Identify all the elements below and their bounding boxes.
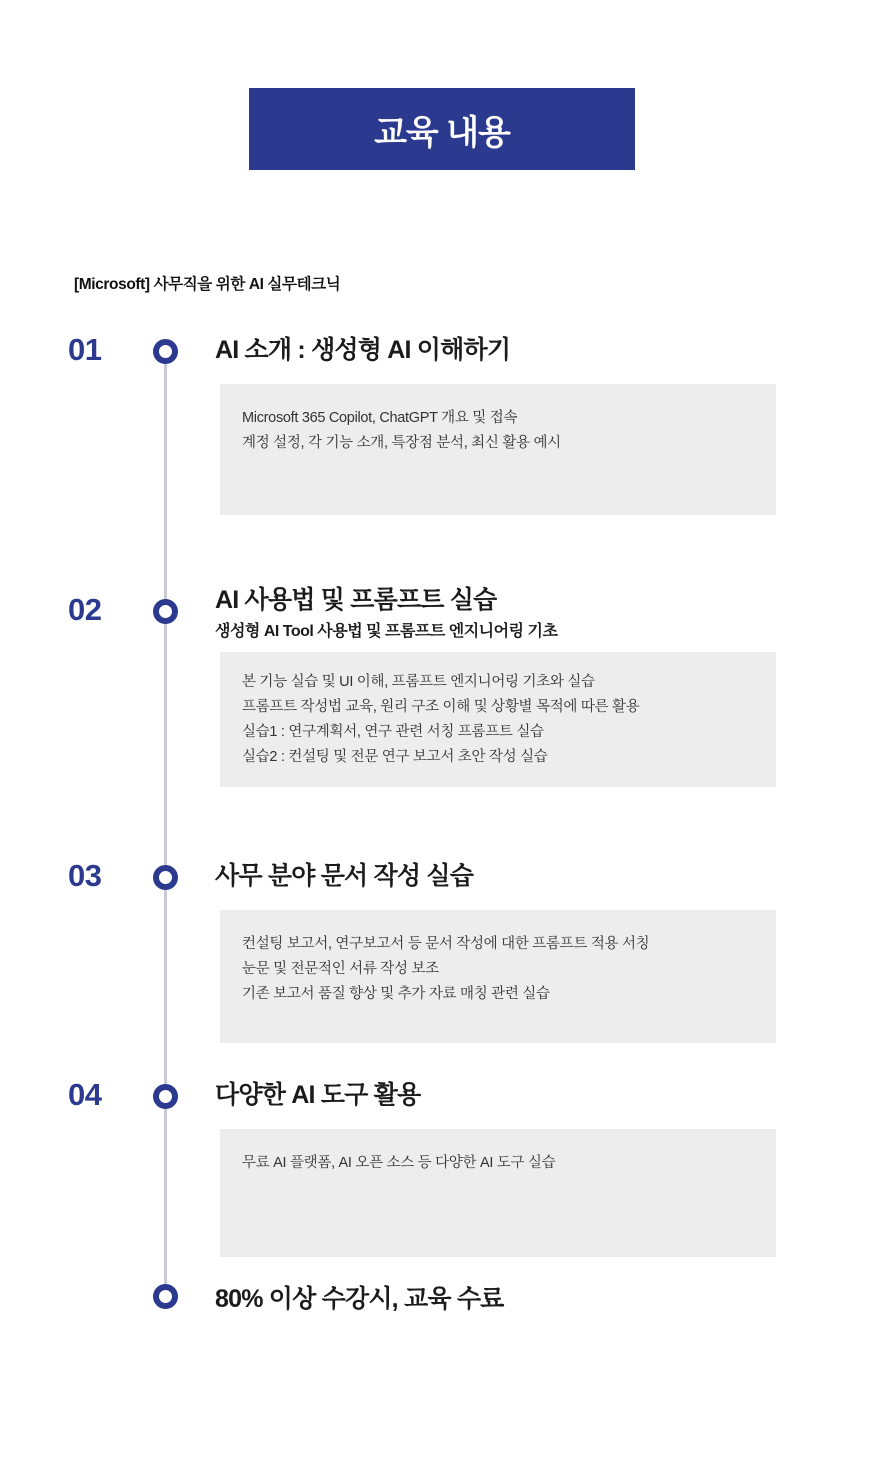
timeline-item-detail-box: [220, 652, 776, 787]
timeline-item-number: 03: [68, 858, 102, 893]
timeline-item-detail-box: [220, 1129, 776, 1257]
course-label: [Microsoft] 사무직을 위한 AI 실무테크닉: [74, 276, 341, 293]
timeline-item-number: 02: [68, 592, 102, 627]
detail-line: Microsoft 365 Copilot, ChatGPT 개요 및 접속: [242, 410, 518, 426]
timeline-item-detail-box: [220, 384, 776, 515]
timeline-marker-dot: [153, 599, 178, 624]
timeline-item-heading: AI 소개 : 생성형 AI 이해하기: [215, 336, 511, 364]
timeline-connector-line: [164, 352, 167, 1296]
page-title-banner: [249, 88, 635, 170]
timeline-item-heading: 사무 분야 문서 작성 실습: [215, 862, 474, 890]
timeline-item-detail-box: [220, 910, 776, 1043]
timeline-item-heading: AI 사용법 및 프롬프트 실습: [215, 586, 497, 614]
timeline-marker-dot: [153, 339, 178, 364]
page-title: 교육 내용: [374, 113, 510, 152]
timeline-marker-dot-final: [153, 1284, 178, 1309]
detail-line: 컨설팅 보고서, 연구보고서 등 문서 작성에 대한 프롬프트 적용 서칭: [242, 936, 650, 952]
timeline-item-number: 04: [68, 1077, 102, 1112]
timeline-marker-dot: [153, 1084, 178, 1109]
timeline-item-number: 01: [68, 332, 102, 367]
detail-line: 계정 설정, 각 기능 소개, 특장점 분석, 최신 활용 예시: [242, 435, 561, 451]
detail-line: 눈문 및 전문적인 서류 작성 보조: [242, 961, 439, 977]
timeline-item-subheading: 생성형 AI Tool 사용법 및 프롬프트 엔지니어링 기초: [215, 623, 558, 640]
completion-note: 80% 이상 수강시, 교육 수료: [215, 1285, 504, 1313]
detail-line: 실습1 : 연구계획서, 연구 관련 서칭 프롬프트 실습: [242, 724, 544, 740]
detail-line: 실습2 : 컨설팅 및 전문 연구 보고서 초안 작성 실습: [242, 749, 548, 765]
timeline-marker-dot: [153, 865, 178, 890]
detail-line: 프롬프트 작성법 교육, 원리 구조 이해 및 상황별 목적에 따른 활용: [242, 699, 640, 715]
detail-line: 무료 AI 플랫폼, AI 오픈 소스 등 다양한 AI 도구 실습: [242, 1155, 556, 1171]
detail-line: 본 기능 실습 및 UI 이해, 프롬프트 엔지니어링 기초와 실습: [242, 674, 595, 690]
timeline-item-heading: 다양한 AI 도구 활용: [215, 1081, 421, 1109]
detail-line: 기존 보고서 품질 향상 및 추가 자료 매칭 관련 실습: [242, 986, 550, 1002]
